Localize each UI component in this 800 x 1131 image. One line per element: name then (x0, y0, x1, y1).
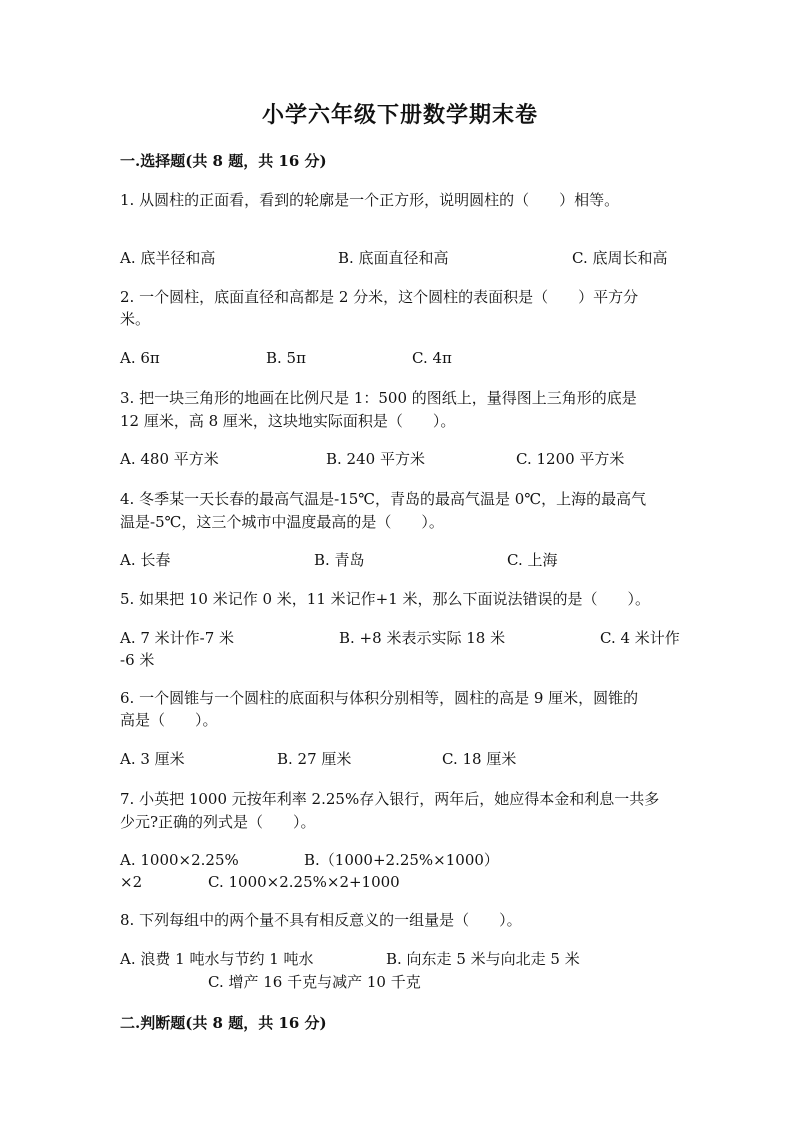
question-2-text-line2: 米。 (120, 310, 151, 328)
question-3-option-b: B. 240 平方米 (326, 450, 425, 468)
question-3-option-c: C. 1200 平方米 (516, 450, 625, 468)
question-3-text-line1: 3. 把一块三角形的地画在比例尺是 1：500 的图纸上，量得图上三角形的底是 (120, 389, 637, 407)
section-heading-choice: 一.选择题(共 8 题，共 16 分) (120, 152, 327, 170)
question-5-option-c-continued: -6 米 (120, 651, 155, 669)
question-1-option-b: B. 底面直径和高 (338, 249, 449, 267)
question-4-option-c: C. 上海 (507, 551, 558, 569)
section-heading-judgment: 二.判断题(共 8 题，共 16 分) (120, 1014, 327, 1032)
question-8-option-a: A. 浪费 1 吨水与节约 1 吨水 (120, 950, 314, 968)
question-7-option-b: B.（1000+2.25%×1000） (304, 851, 499, 869)
question-6-option-b: B. 27 厘米 (277, 750, 352, 768)
question-3-text-line2: 12 厘米，高 8 厘米，这块地实际面积是（ ）。 (120, 412, 456, 430)
question-1-option-a: A. 底半径和高 (120, 249, 216, 267)
question-7-option-b-continued: ×2 (120, 873, 143, 891)
question-4-text-line1: 4. 冬季某一天长春的最高气温是-15℃，青岛的最高气温是 0℃，上海的最高气 (120, 490, 647, 508)
question-6-option-c: C. 18 厘米 (442, 750, 517, 768)
question-5-text: 5. 如果把 10 米记作 0 米，11 米记作+1 米，那么下面说法错误的是（ ）。 (120, 590, 651, 608)
question-8-text: 8. 下列每组中的两个量不具有相反意义的一组量是（ ）。 (120, 911, 522, 929)
question-8-option-c: C. 增产 16 千克与减产 10 千克 (208, 973, 421, 991)
question-5-option-c: C. 4 米计作 (600, 629, 680, 647)
question-2-option-a: A. 6π (120, 349, 160, 367)
question-7-option-a: A. 1000×2.25% (120, 851, 239, 869)
question-2-text-line1: 2. 一个圆柱，底面直径和高都是 2 分米，这个圆柱的表面积是（ ）平方分 (120, 288, 639, 306)
question-7-option-c: C. 1000×2.25%×2+1000 (208, 873, 400, 891)
question-4-option-b: B. 青岛 (314, 551, 365, 569)
question-4-text-line2: 温是-5℃，这三个城市中温度最高的是（ ）。 (120, 513, 444, 531)
question-8-option-b: B. 向东走 5 米与向北走 5 米 (386, 950, 580, 968)
question-7-text-line1: 7. 小英把 1000 元按年利率 2.25%存入银行，两年后，她应得本金和利息一共多 (120, 790, 660, 808)
question-5-option-b: B. +8 米表示实际 18 米 (339, 629, 506, 647)
question-5-option-a: A. 7 米计作-7 米 (120, 629, 235, 647)
question-6-text-line1: 6. 一个圆锥与一个圆柱的底面积与体积分别相等，圆柱的高是 9 厘米，圆锥的 (120, 689, 639, 707)
question-1-text: 1. 从圆柱的正面看，看到的轮廓是一个正方形，说明圆柱的（ ）相等。 (120, 191, 620, 209)
question-6-text-line2: 高是（ ）。 (120, 711, 218, 729)
question-1-option-c: C. 底周长和高 (572, 249, 668, 267)
question-7-text-line2: 少元?正确的列式是（ ）。 (120, 813, 316, 831)
question-4-option-a: A. 长春 (120, 551, 171, 569)
question-6-option-a: A. 3 厘米 (120, 750, 185, 768)
question-2-option-b: B. 5π (266, 349, 306, 367)
question-2-option-c: C. 4π (412, 349, 452, 367)
page-title: 小学六年级下册数学期末卷 (261, 102, 538, 128)
question-3-option-a: A. 480 平方米 (120, 450, 219, 468)
